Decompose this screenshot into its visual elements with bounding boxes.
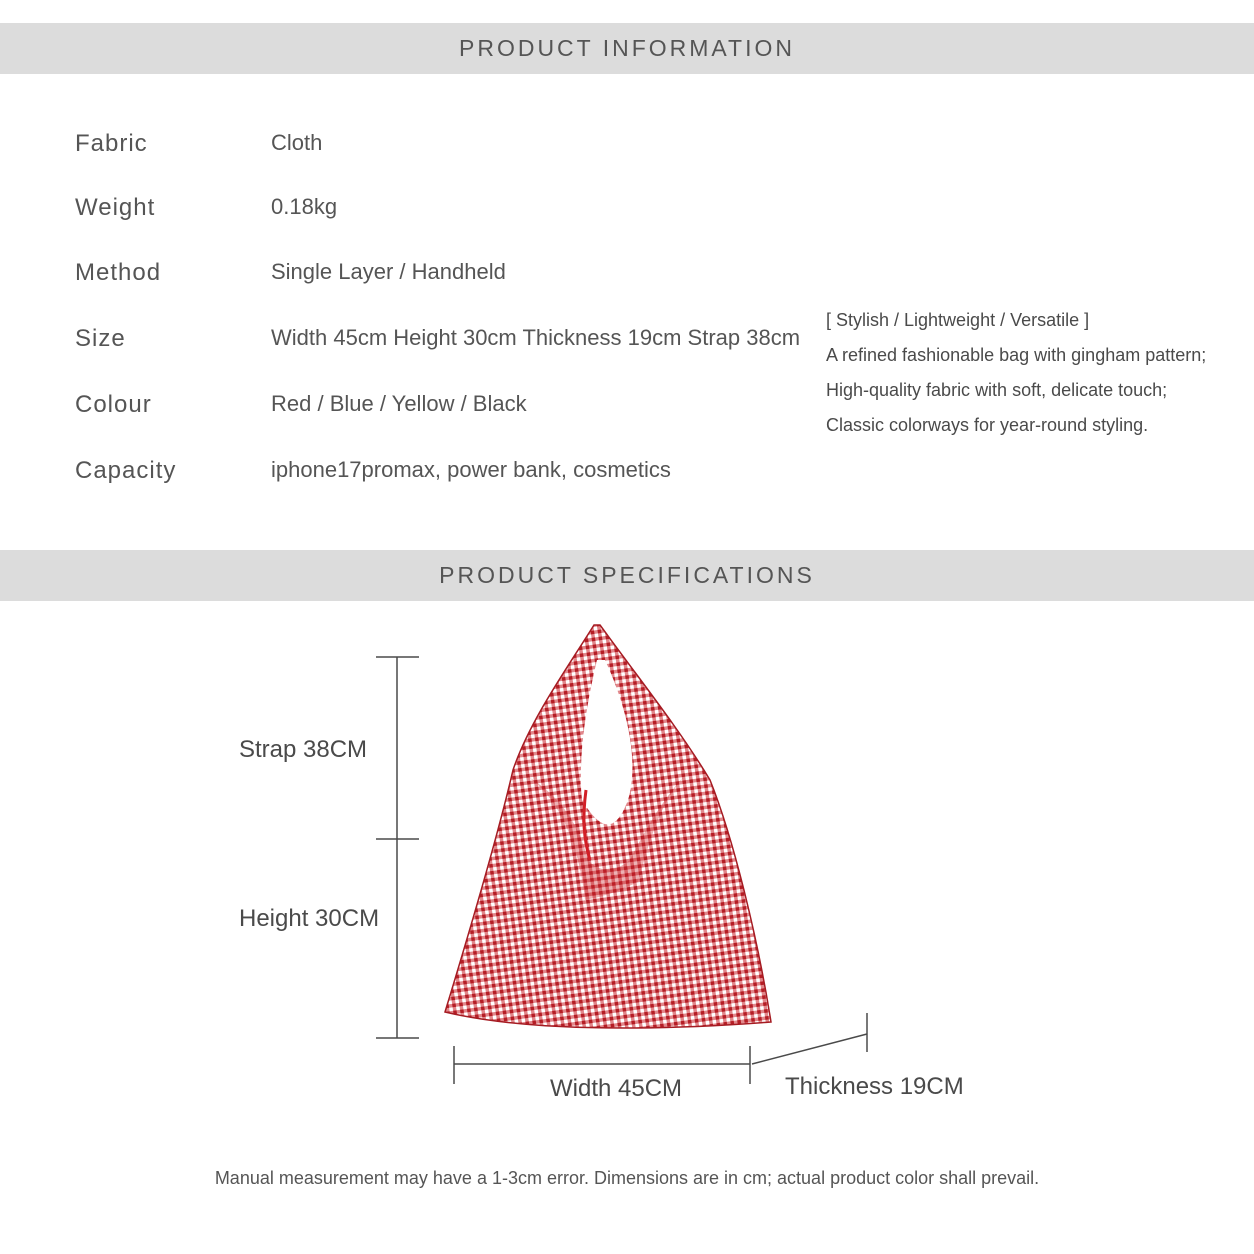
gingham-bag-image xyxy=(445,625,771,1028)
height-dimension-label: Height 30CM xyxy=(239,905,380,932)
thickness-dimension-label: Thickness 19CM xyxy=(785,1073,964,1100)
tagline-line: Classic colorways for year-round styling. xyxy=(826,415,1149,435)
section-header-product-specifications: PRODUCT SPECIFICATIONS xyxy=(0,550,1254,601)
info-value-method: Single Layer / Handheld xyxy=(271,259,506,284)
section-header-product-information: PRODUCT INFORMATION xyxy=(0,23,1254,74)
strap-dimension-label: Strap 38CM xyxy=(239,736,368,763)
info-label-capacity: Capacity xyxy=(75,457,177,484)
info-value-capacity: iphone17promax, power bank, cosmetics xyxy=(271,457,671,482)
info-label-weight: Weight xyxy=(75,194,156,221)
tagline-line: High-quality fabric with soft, delicate touch; xyxy=(826,380,1168,400)
info-label-fabric: Fabric xyxy=(75,130,148,157)
info-value-size: Width 45cm Height 30cm Thickness 19cm Strap 38cm xyxy=(271,325,801,350)
height-strap-dimension-line xyxy=(376,657,419,1038)
info-value-colour: Red / Blue / Yellow / Black xyxy=(271,391,527,416)
info-label-colour: Colour xyxy=(75,391,152,418)
tagline-line: A refined fashionable bag with gingham pattern; xyxy=(826,345,1207,365)
width-dimension-label: Width 45CM xyxy=(550,1075,683,1102)
tagline-title: [ Stylish / Lightweight / Versatile ] xyxy=(826,310,1090,330)
measurement-disclaimer: Manual measurement may have a 1-3cm error. Dimensions are in cm; actual product color shall prevail. xyxy=(214,1168,1040,1188)
info-label-size: Size xyxy=(75,325,126,352)
info-label-method: Method xyxy=(75,259,162,286)
info-value-weight: 0.18kg xyxy=(271,194,338,219)
info-value-fabric: Cloth xyxy=(271,130,323,155)
